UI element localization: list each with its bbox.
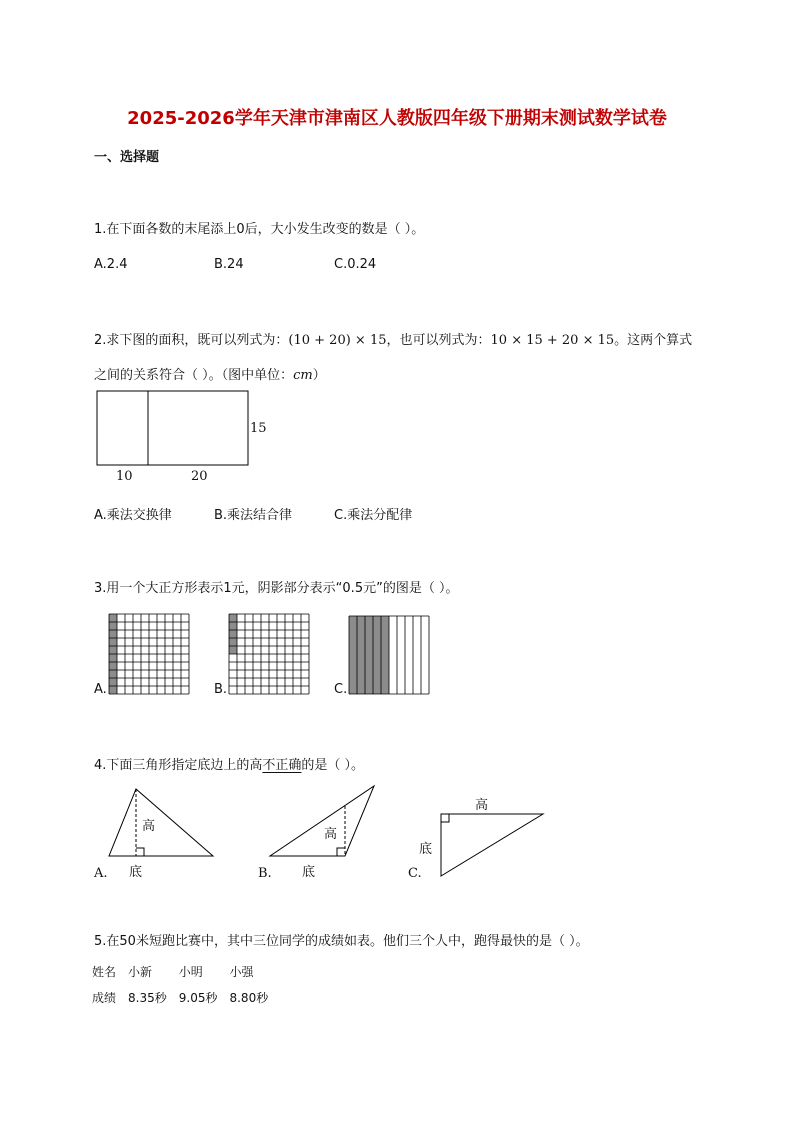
triangle-c-height-label: 高: [475, 798, 489, 813]
figure-height-label: 15: [250, 421, 267, 436]
question-4-text-pre: 4.下面三角形指定底边上的高: [94, 758, 263, 773]
question-5-text: 5.在50米短跑比赛中，其中三位同学的成绩如表。他们三个人中，跑得最快的是（ ）。: [94, 934, 589, 949]
question-2-option-c[interactable]: C.乘法分配律: [334, 508, 413, 523]
section-heading: 一、选择题: [94, 150, 160, 165]
question-4-option-b[interactable]: B.: [258, 866, 272, 881]
figure-right-width-label: 20: [191, 469, 208, 484]
page-title: 2025-2026学年天津市津南区人教版四年级下册期末测试数学试卷: [127, 108, 667, 129]
triangle-b-right-angle: [337, 848, 345, 856]
question-2-text-2-post: ）: [312, 368, 326, 383]
question-3-text: 3.用一个大正方形表示1元，阴影部分表示“0.5元”的图是（ ）。: [94, 581, 459, 596]
question-5-score-table: [92, 958, 277, 1010]
triangle-c: [441, 814, 543, 876]
table-cell: 小明: [178, 964, 203, 979]
triangle-a-height-label: 高: [142, 819, 156, 834]
table-row: [92, 984, 277, 1010]
table-cell: 8.35秒: [128, 990, 167, 1005]
question-4-option-a[interactable]: A.: [94, 866, 108, 881]
table-cell: 小新: [128, 964, 153, 979]
triangle-b-height-label: 高: [324, 827, 338, 842]
question-1-option-a[interactable]: A.2.4: [94, 257, 128, 272]
figure-left-width-label: 10: [116, 469, 133, 484]
question-2-option-a[interactable]: A.乘法交换律: [94, 508, 172, 523]
table-row: [92, 958, 277, 984]
question-2-text-2-pre: 之间的关系符合（ ）。（图中单位：: [94, 368, 294, 383]
triangle-a-base-label: 底: [129, 865, 143, 880]
table-cell: 8.80秒: [229, 990, 269, 1005]
table-cell: 姓名: [92, 964, 117, 979]
question-1-option-c[interactable]: C.0.24: [334, 257, 377, 272]
question-2-option-b[interactable]: B.乘法结合律: [214, 508, 293, 523]
question-3-option-a[interactable]: A.: [94, 682, 107, 697]
triangle-c-right-angle: [441, 814, 449, 822]
question-1-option-b[interactable]: B.24: [214, 257, 244, 272]
question-3-option-b[interactable]: B.: [214, 682, 228, 697]
table-cell: 小强: [229, 964, 254, 979]
table-cell: 成绩: [92, 990, 117, 1005]
question-2-formula-2: 10 × 15 + 20 × 15: [490, 333, 615, 348]
question-2-unit: cm: [293, 368, 313, 383]
question-1-text: 1.在下面各数的末尾添上0后，大小发生改变的数是（ ）。: [94, 222, 425, 237]
question-2-text-pre: 2.求下图的面积，既可以列式为：: [94, 333, 289, 348]
question-2-text-mid: ，也可以列式为：: [386, 333, 491, 348]
question-4-option-c[interactable]: C.: [408, 866, 422, 881]
triangle-a-right-angle: [136, 848, 144, 856]
triangle-b: [270, 786, 374, 856]
triangle-c-base-label: 底: [419, 842, 433, 857]
triangle-b-base-label: 底: [302, 865, 316, 880]
question-2-text-post: 。这两个算式: [614, 333, 693, 348]
question-4-text-underlined: 不正确: [262, 758, 302, 773]
question-4-text-post: 的是（ ）。: [301, 758, 365, 773]
question-3-option-c[interactable]: C.: [334, 682, 348, 697]
question-2-formula-1: (10 + 20) × 15: [288, 333, 387, 348]
table-cell: 9.05秒: [178, 990, 218, 1005]
triangle-a: [109, 789, 213, 856]
